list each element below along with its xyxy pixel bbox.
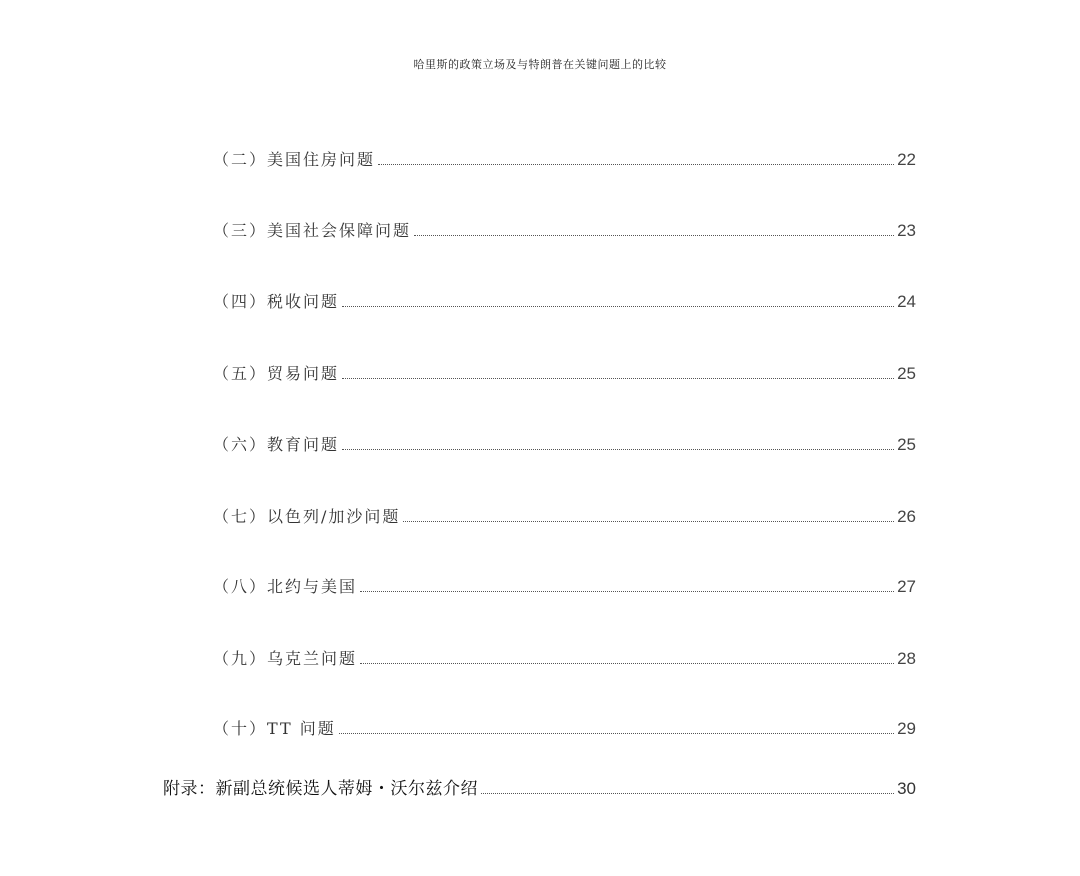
toc-page-number: 23 [897,221,916,240]
toc-entry-label: （六）教育问题 [213,435,340,454]
toc-entry-label: （十）TT 问题 [213,719,336,738]
toc-entry-label: （二）美国住房问题 [213,150,376,169]
toc-entry-tax[interactable] [213,288,916,312]
dot-leader [339,732,894,734]
toc-entry-label: （四）税收问题 [213,292,340,311]
toc-page-number: 24 [897,292,916,311]
dot-leader [342,305,894,307]
toc-entry-housing[interactable] [213,146,916,170]
toc-page-number: 25 [897,435,916,454]
dot-leader [360,662,894,664]
toc-entry-social-security[interactable] [213,217,916,241]
dot-leader [403,520,894,522]
toc-entry-tt[interactable] [213,715,916,739]
dot-leader [342,448,894,450]
toc-entry-ukraine[interactable] [213,645,916,669]
running-header: 哈里斯的政策立场及与特朗普在关键问题上的比较 [413,58,667,71]
toc-page-number: 25 [897,364,916,383]
toc-page-number: 22 [897,150,916,169]
toc-entry-trade[interactable] [213,360,916,384]
toc-page-number: 26 [897,507,916,526]
toc-entry-education[interactable] [213,431,916,455]
dot-leader [414,234,894,236]
dot-leader [378,163,894,165]
dot-leader [360,590,894,592]
toc-page-number: 29 [897,719,916,738]
toc-page-number: 28 [897,649,916,668]
dot-leader [342,377,894,379]
toc-page-number: 27 [897,577,916,596]
toc-entry-label: （八）北约与美国 [213,577,358,596]
toc-page-number: 30 [897,779,916,798]
toc-entry-label: （七）以色列/加沙问题 [213,507,401,526]
toc-entry-nato[interactable] [213,573,916,597]
toc-entry-israel-gaza[interactable] [213,503,916,527]
dot-leader [481,792,894,794]
toc-entry-label: （五）贸易问题 [213,364,340,383]
toc-entry-label: 附录：新副总统候选人蒂姆・沃尔兹介绍 [163,779,478,799]
toc-entry-label: （九）乌克兰问题 [213,649,358,668]
toc-entry-appendix[interactable] [163,775,916,799]
toc-entry-label: （三）美国社会保障问题 [213,221,412,240]
